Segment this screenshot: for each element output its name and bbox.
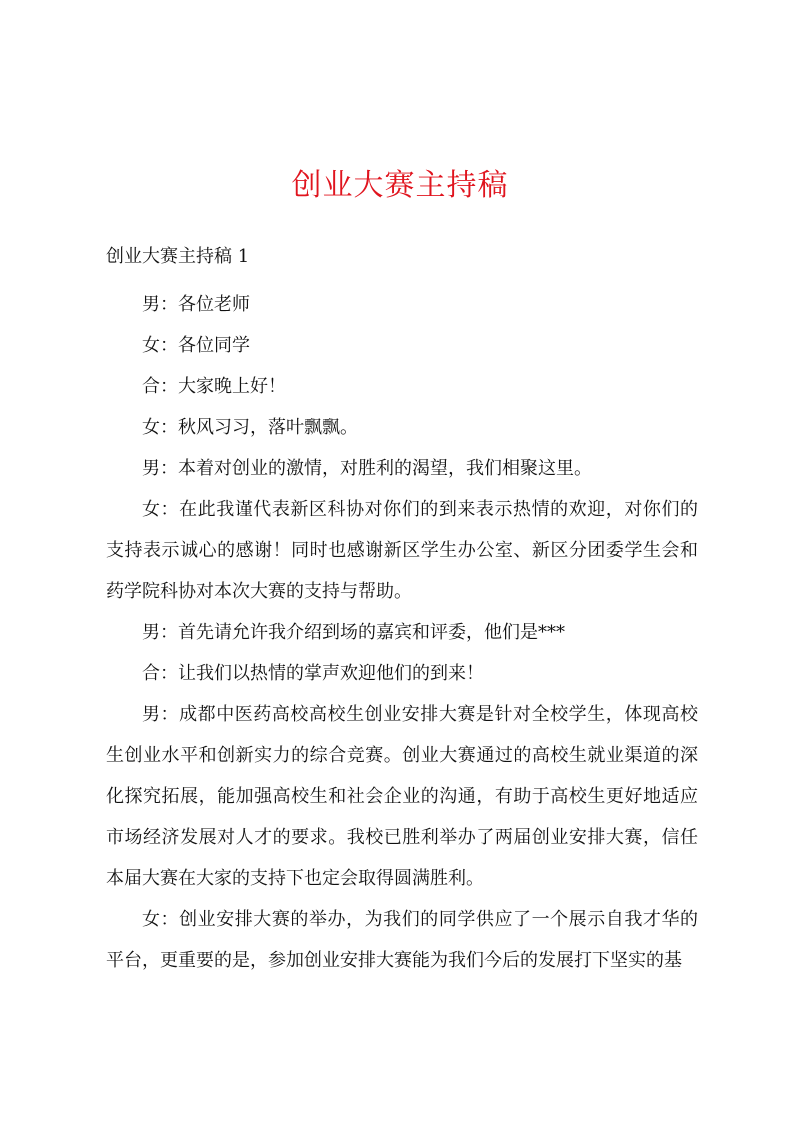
paragraph: 合：让我们以热情的掌声欢迎他们的到来！ (142, 663, 484, 684)
paragraph: 女：创业安排大赛的举办，为我们的同学供应了一个展示自我才华的平台，更重要的是，参加创业安排大赛能为我们今后的发展打下坚实的基 (106, 909, 698, 971)
document-subtitle: 创业大赛主持稿 1 (106, 246, 250, 267)
paragraph: 男：成都中医药高校高校生创业安排大赛是针对全校学生，体现高校生创业水平和创新实力的综合竞赛。创业大赛通过的高校生就业渠道的深化探究拓展，能加强高校生和社会企业的沟通，有助于高校生更好地适应市场经济发展对人才的要求。我校已胜利举办了两届创业安排大赛，信任本届大赛在大家的支持下也定会取得圆满胜利。 (106, 704, 698, 889)
document-body (106, 284, 698, 981)
paragraph: 女：秋风习习，落叶飘飘。 (142, 417, 358, 438)
paragraph: 男：首先请允许我介绍到场的嘉宾和评委，他们是*** (142, 622, 565, 643)
paragraph: 男：本着对创业的激情，对胜利的渴望，我们相聚这里。 (142, 458, 592, 479)
paragraph: 女：各位同学 (142, 335, 250, 356)
paragraph: 女：在此我谨代表新区科协对你们的到来表示热情的欢迎，对你们的支持表示诚心的感谢！同时也感谢新区学生办公室、新区分团委学生会和药学院科协对本次大赛的支持与帮助。 (106, 499, 698, 602)
paragraph: 合：大家晚上好！ (142, 376, 286, 397)
document-title: 创业大赛主持稿 (291, 168, 509, 203)
paragraph: 男：各位老师 (142, 294, 250, 315)
